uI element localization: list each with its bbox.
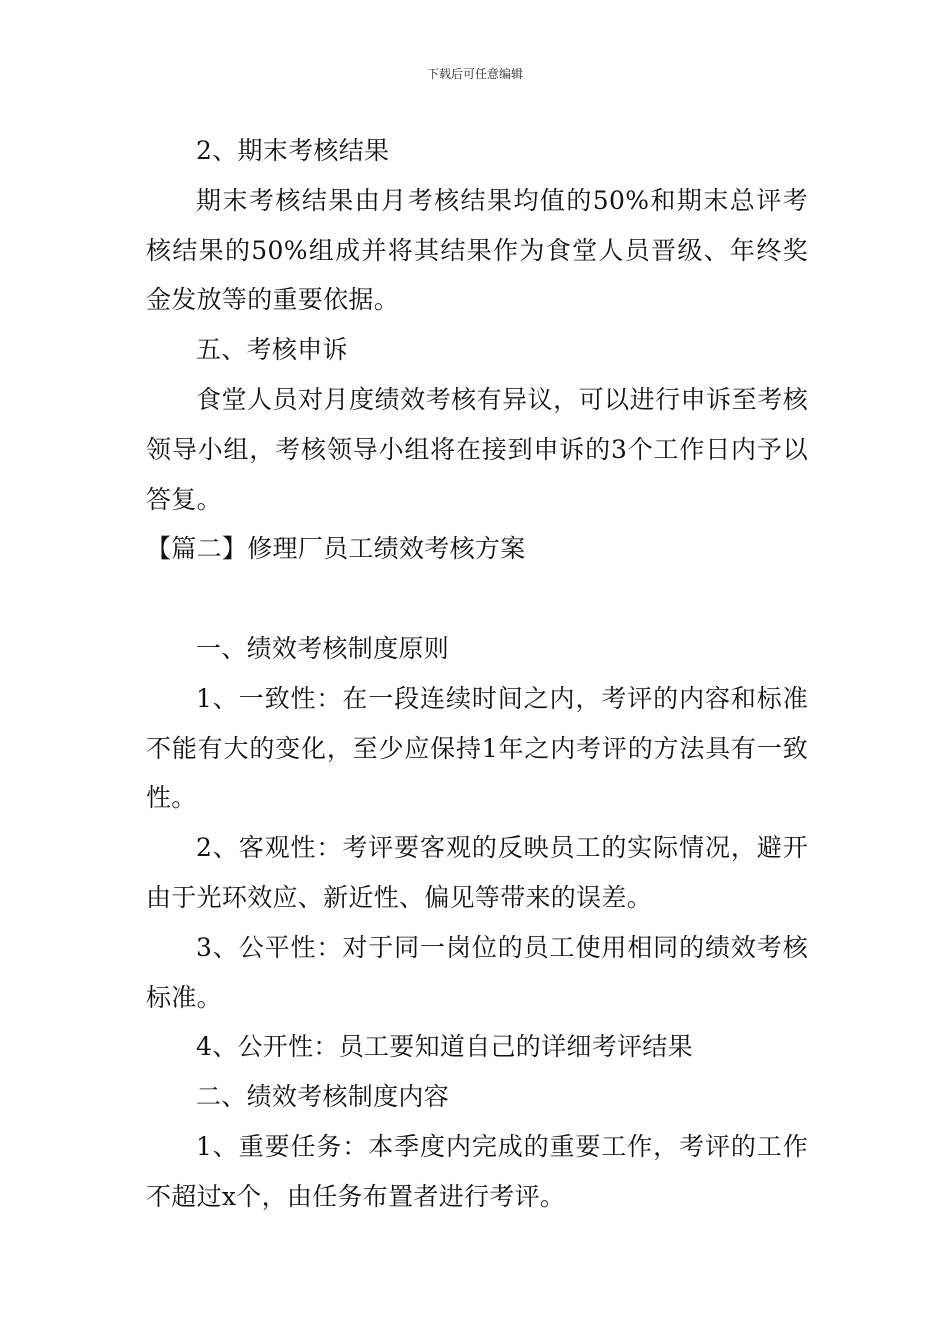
section-heading-appeal: 五、考核申诉 [196, 335, 348, 365]
paragraph-key-tasks: 1、重要任务：本季度内完成的重要工作，考评的工作不超过x个，由任务布置者进行考评。 [146, 1131, 808, 1211]
paragraph-fairness: 3、公平性：对于同一岗位的员工使用相同的绩效考核标准。 [146, 932, 808, 1012]
section-heading-principles: 一、绩效考核制度原则 [196, 633, 450, 663]
paragraph-openness: 4、公开性：员工要知道自己的详细考评结果 [196, 1032, 693, 1062]
paragraph-objectivity: 2、客观性：考评要客观的反映员工的实际情况，避开由于光环效应、新近性、偏见等带来的误差。 [146, 833, 808, 912]
document-body [146, 126, 808, 1222]
section-heading-content: 二、绩效考核制度内容 [196, 1082, 450, 1112]
subsection-heading-final-assessment: 2、期末考核结果 [196, 136, 390, 165]
page-header: 下载后可任意编辑 [426, 67, 523, 81]
chapter-title-part-two: 【篇二】修理厂员工绩效考核方案 [146, 534, 526, 564]
paragraph-appeal: 食堂人员对月度绩效考核有异议，可以进行申诉至考核领导小组，考核领导小组将在接到申诉的3个工作日内予以答复。 [146, 384, 808, 514]
paragraph-final-assessment: 期末考核结果由月考核结果均值的50%和期末总评考核结果的50%组成并将其结果作为食堂人员晋级、年终奖金发放等的重要依据。 [146, 185, 808, 315]
blank-line [146, 574, 808, 624]
paragraph-consistency: 1、一致性：在一段连续时间之内，考评的内容和标准不能有大的变化，至少应保持1年之内考评的方法具有一致性。 [146, 683, 808, 813]
